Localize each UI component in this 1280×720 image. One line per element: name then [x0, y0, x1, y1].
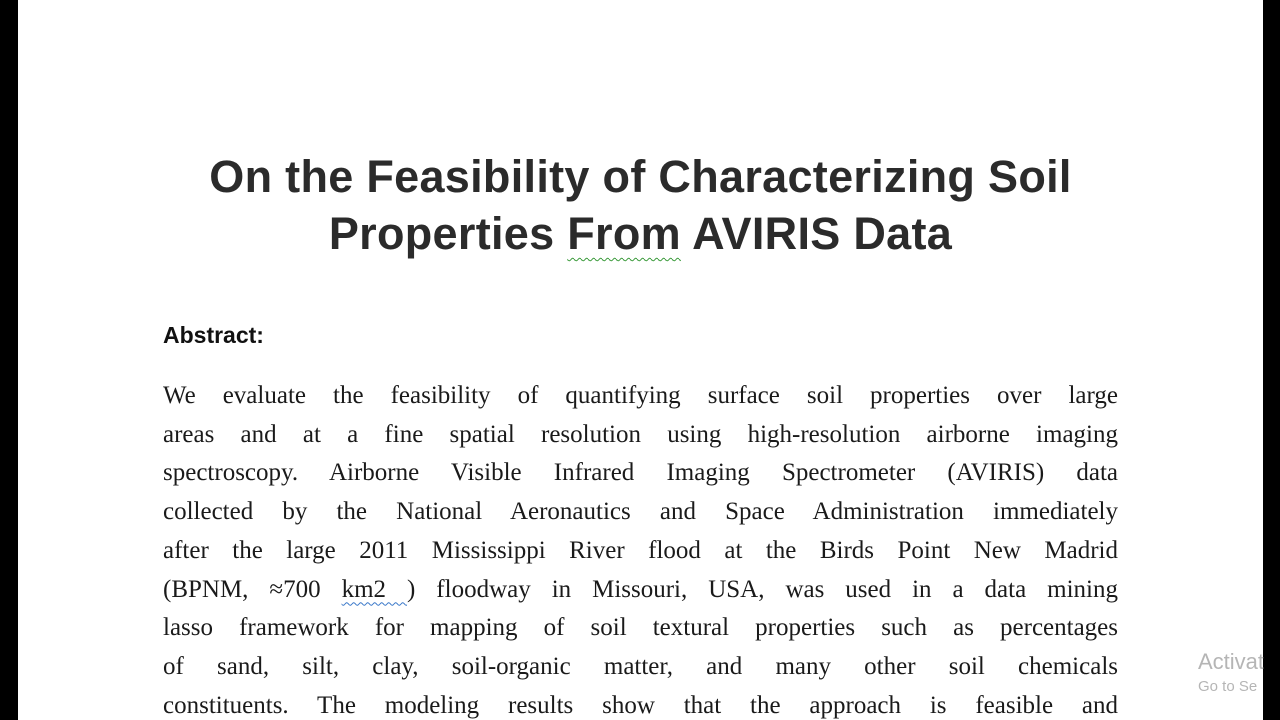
title-line-2-end: AVIRIS Data [680, 208, 953, 259]
spellcheck-flagged-word: From [567, 208, 681, 259]
abstract-line-6-end: ) floodway in Missouri, USA, was used in a data mining [407, 575, 1118, 603]
abstract-line: areas and at a fine spatial resolution using high-resolution airborne imaging [163, 420, 1118, 448]
abstract-line: after the large 2011 Mississippi River flood at the Birds Point New Madrid [163, 536, 1118, 564]
abstract-line: constituents. The modeling results show that the approach is feasible and [163, 691, 1118, 719]
title-line-2-start: Properties [328, 208, 568, 259]
abstract-line [163, 571, 1118, 610]
abstract-line: spectroscopy. Airborne Visible Infrared Imaging Spectrometer (AVIRIS) data [163, 459, 1118, 487]
spellcheck-flagged-word: km2 [341, 575, 408, 603]
abstract-line: of sand, silt, clay, soil-organic matter, and many other soil chemicals [163, 652, 1118, 680]
document-page [18, 0, 1263, 720]
abstract-line-6-start: (BPNM, ≈700 [163, 575, 342, 603]
abstract-line: lasso framework for mapping of soil textural properties such as percentages [163, 614, 1118, 642]
title-line-1: On the Feasibility of Characterizing Soil [209, 151, 1072, 202]
watermark-line-1: Activat [1198, 649, 1265, 674]
document-title [18, 148, 1263, 262]
abstract-line: collected by the National Aeronautics and Space Administration immediately [163, 498, 1118, 526]
watermark-line-2: Go to Se [1198, 678, 1258, 695]
abstract-line: We evaluate the feasibility of quantifying surface soil properties over large [163, 382, 1118, 409]
abstract-body [163, 377, 1118, 720]
title-line-2 [18, 205, 1263, 262]
activation-watermark [1198, 648, 1264, 698]
abstract-heading: Abstract: [163, 322, 264, 348]
